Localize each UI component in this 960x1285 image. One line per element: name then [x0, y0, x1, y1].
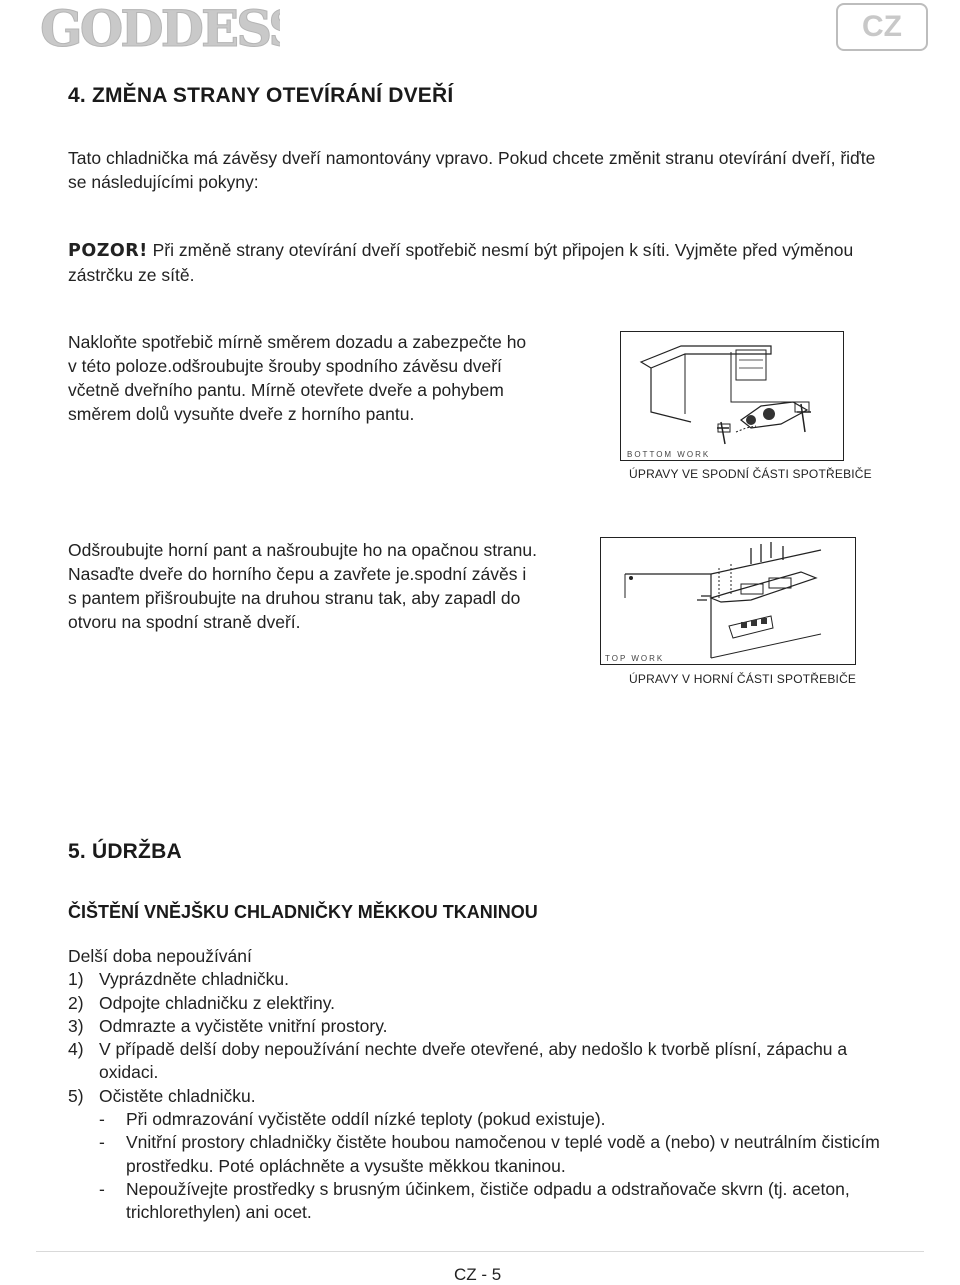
page-number: CZ - 5: [454, 1265, 502, 1284]
list-item: [68, 1038, 908, 1085]
logo-letters: GODDESS: [40, 0, 280, 56]
bottom-work-illustration: [621, 332, 845, 462]
list-item-text: Vyprázdněte chladničku.: [99, 969, 290, 990]
warning-label: POZOR!: [68, 241, 148, 261]
list-subitem: [68, 1131, 908, 1178]
list-item: [68, 1085, 908, 1108]
list-item-text: Očistěte chladničku.: [99, 1085, 256, 1106]
top-work-illustration: [601, 538, 857, 666]
list-item-number: 4): [68, 1039, 84, 1060]
list-item-text: Odpojte chladničku z elektřiny.: [99, 992, 336, 1013]
list-subitem: [68, 1178, 908, 1225]
brand-logo: [40, 0, 280, 56]
figure-top-work: [600, 537, 856, 665]
figure-top-label: TOP WORK: [605, 654, 665, 663]
list-subitem-text: Při odmrazování vyčistěte oddíl nízké teploty (pokud existuje).: [126, 1109, 606, 1130]
list-item-number: 2): [68, 992, 84, 1013]
figure-bottom-caption: ÚPRAVY VE SPODNÍ ČÁSTI SPOTŘEBIČE: [629, 467, 872, 481]
list-item-number: 5): [68, 1085, 84, 1106]
list-item-text: V případě delší doby nepoužívání nechte dveře otevřené, aby nedošlo k tvorbě plísní, zápachu a oxidaci.: [99, 1039, 848, 1083]
list-item-text: Odmrazte a vyčistěte vnitřní prostory.: [99, 1015, 388, 1036]
language-badge: CZ: [836, 3, 928, 51]
list-subitem: [68, 1108, 908, 1131]
footer-divider: [36, 1251, 924, 1252]
figure-bottom-work: [620, 331, 844, 461]
section-5-title: 5. ÚDRŽBA: [68, 840, 182, 863]
list-intro: [68, 945, 908, 968]
goddess-logo-graphic: [40, 0, 280, 56]
list-item-number: 1): [68, 969, 84, 990]
section-4-title: 4. ZMĚNA STRANY OTEVÍRÁNÍ DVEŘÍ: [68, 84, 454, 107]
list-item: [68, 992, 908, 1015]
warning-text: Při změně strany otevírání dveří spotřebič nesmí být připojen k síti. Vyjměte před výměnou zástrčku ze sítě.: [68, 240, 854, 285]
list-subitem-dash: -: [99, 1109, 105, 1130]
list-intro-text: Delší doba nepoužívání: [68, 946, 252, 966]
step-1-paragraph: Nakloňte spotřebič mírně směrem dozadu a zabezpečte ho v této poloze.odšroubujte šrouby spodního závěsu dveří včetně dveřního pantu. Mírně otevřete dveře a pohybem směrem dolů vysuňte dveře z horního pantu.: [68, 332, 527, 424]
figure-bottom-label: BOTTOM WORK: [627, 450, 711, 459]
figure-top-caption: ÚPRAVY V HORNÍ ČÁSTI SPOTŘEBIČE: [629, 672, 857, 686]
list-subitem-dash: -: [99, 1178, 105, 1199]
list-item: [68, 1015, 908, 1038]
warning-paragraph: [68, 238, 898, 287]
list-subitem-text: Nepoužívejte prostředky s brusným účinkem, čističe odpadu a odstraňovače skvrn (tj. aceton, trichlorethylen) ani ocet.: [126, 1178, 850, 1223]
section-5-subtitle: ČIŠTĚNÍ VNĚJŠKU CHLADNIČKY MĚKKOU TKANINOU: [68, 902, 538, 922]
list-item-number: 3): [68, 1015, 84, 1036]
step-2-paragraph: Odšroubujte horní pant a našroubujte ho na opačnou stranu. Nasaďte dveře do horního čepu a zavřete je.spodní závěs i s pantem přišroubujte na druhou stranu tak, aby zapadl do otvoru na spodní straně dveří.: [68, 540, 537, 632]
maintenance-list: [68, 945, 908, 1225]
list-item: [68, 968, 908, 991]
intro-paragraph: Tato chladnička má závěsy dveří namontovány vpravo. Pokud chcete změnit stranu otevírání dveří, řiďte se následujícími pokyny:: [68, 148, 876, 192]
list-subitem-dash: -: [99, 1132, 105, 1153]
list-subitem-text: Vnitřní prostory chladničky čistěte houbou namočenou v teplé vodě a (nebo) v neutrálním čisticím prostředku. Poté opláchněte a vysušte měkkou tkaninou.: [126, 1132, 880, 1176]
